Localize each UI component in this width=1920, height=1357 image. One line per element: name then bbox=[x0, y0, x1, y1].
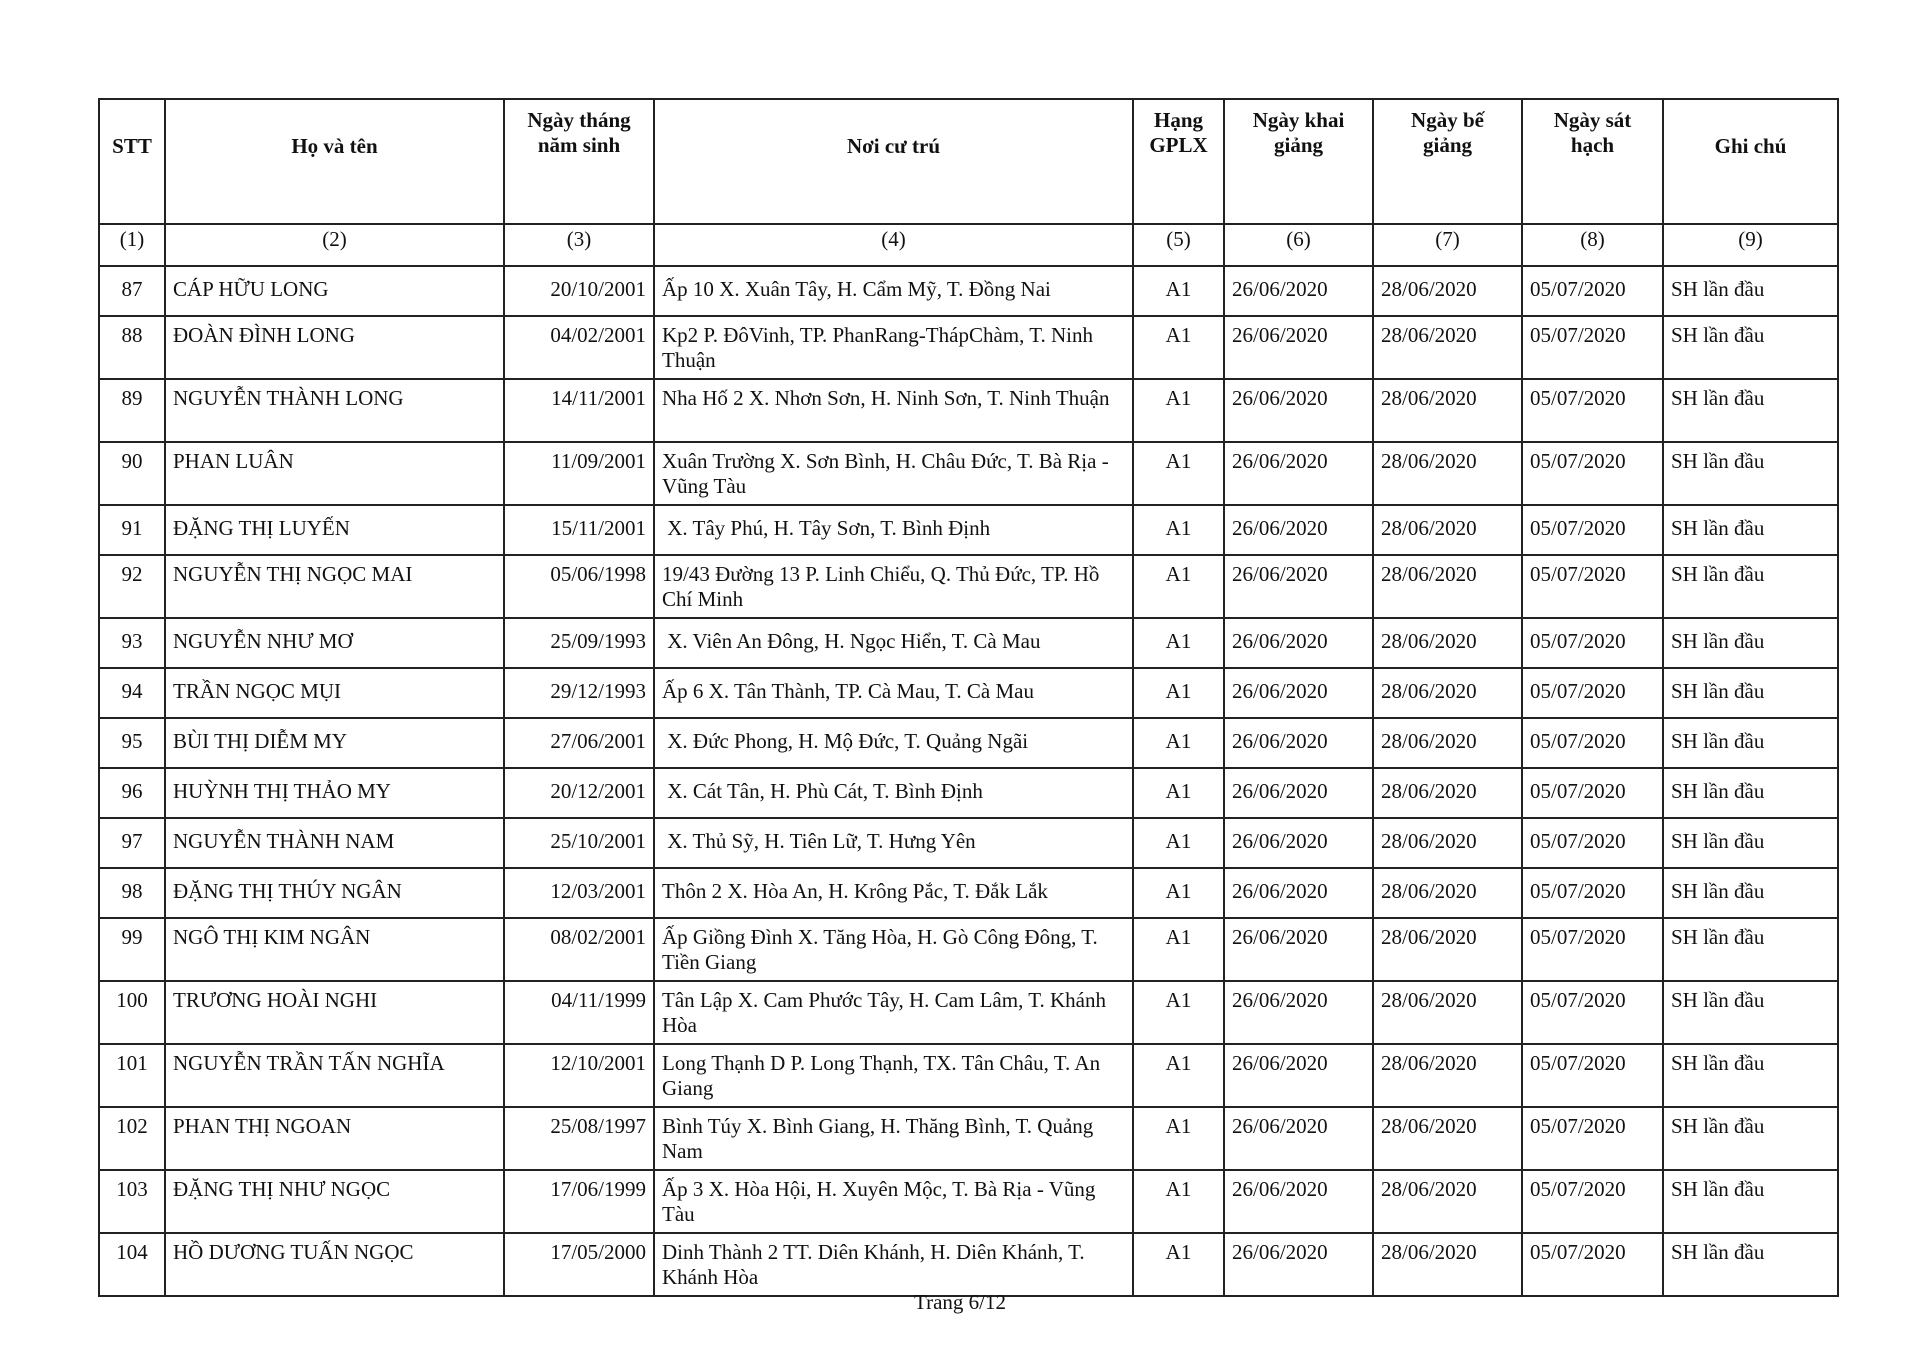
header-address: Nơi cư trú bbox=[654, 99, 1133, 224]
cell-note: SH lần đầu bbox=[1663, 718, 1838, 768]
cell-address: Ấp Giồng Đình X. Tăng Hòa, H. Gò Công Đông, T. Tiền Giang bbox=[654, 918, 1133, 981]
header-exam-date: Ngày sát hạch bbox=[1522, 99, 1663, 224]
cell-license-class: A1 bbox=[1133, 718, 1224, 768]
table-header-row bbox=[99, 99, 1838, 224]
cell-start-date: 26/06/2020 bbox=[1224, 316, 1373, 379]
cell-dob: 04/02/2001 bbox=[504, 316, 654, 379]
cell-name: HUỲNH THỊ THẢO MY bbox=[165, 768, 504, 818]
cell-stt: 96 bbox=[99, 768, 165, 818]
column-number: (6) bbox=[1224, 224, 1373, 266]
cell-stt: 94 bbox=[99, 668, 165, 718]
column-number: (9) bbox=[1663, 224, 1838, 266]
cell-note: SH lần đầu bbox=[1663, 618, 1838, 668]
cell-stt: 98 bbox=[99, 868, 165, 918]
cell-dob: 17/06/1999 bbox=[504, 1170, 654, 1233]
table-row bbox=[99, 918, 1838, 981]
cell-exam-date: 05/07/2020 bbox=[1522, 1044, 1663, 1107]
page-number: Trang 6/12 bbox=[914, 1290, 1006, 1314]
cell-end-date: 28/06/2020 bbox=[1373, 868, 1522, 918]
cell-stt: 97 bbox=[99, 818, 165, 868]
cell-start-date: 26/06/2020 bbox=[1224, 266, 1373, 316]
cell-note: SH lần đầu bbox=[1663, 1044, 1838, 1107]
cell-license-class: A1 bbox=[1133, 1107, 1224, 1170]
cell-address: X. Tây Phú, H. Tây Sơn, T. Bình Định bbox=[654, 505, 1133, 555]
cell-license-class: A1 bbox=[1133, 316, 1224, 379]
cell-dob: 12/10/2001 bbox=[504, 1044, 654, 1107]
cell-exam-date: 05/07/2020 bbox=[1522, 618, 1663, 668]
cell-name: NGUYỄN NHƯ MƠ bbox=[165, 618, 504, 668]
cell-license-class: A1 bbox=[1133, 981, 1224, 1044]
column-number: (2) bbox=[165, 224, 504, 266]
header-end-date: Ngày bế giảng bbox=[1373, 99, 1522, 224]
cell-start-date: 26/06/2020 bbox=[1224, 1233, 1373, 1296]
cell-name: ĐOÀN ĐÌNH LONG bbox=[165, 316, 504, 379]
cell-name: NGÔ THỊ KIM NGÂN bbox=[165, 918, 504, 981]
cell-start-date: 26/06/2020 bbox=[1224, 818, 1373, 868]
cell-note: SH lần đầu bbox=[1663, 668, 1838, 718]
cell-dob: 15/11/2001 bbox=[504, 505, 654, 555]
cell-end-date: 28/06/2020 bbox=[1373, 1107, 1522, 1170]
header-stt: STT bbox=[99, 99, 165, 224]
cell-name: TRẦN NGỌC MỤI bbox=[165, 668, 504, 718]
cell-end-date: 28/06/2020 bbox=[1373, 618, 1522, 668]
cell-end-date: 28/06/2020 bbox=[1373, 266, 1522, 316]
cell-exam-date: 05/07/2020 bbox=[1522, 555, 1663, 618]
cell-note: SH lần đầu bbox=[1663, 818, 1838, 868]
cell-name: TRƯƠNG HOÀI NGHI bbox=[165, 981, 504, 1044]
cell-dob: 20/10/2001 bbox=[504, 266, 654, 316]
cell-address: Long Thạnh D P. Long Thạnh, TX. Tân Châu, T. An Giang bbox=[654, 1044, 1133, 1107]
column-number-row bbox=[99, 224, 1838, 266]
cell-start-date: 26/06/2020 bbox=[1224, 505, 1373, 555]
table-row bbox=[99, 266, 1838, 316]
cell-note: SH lần đầu bbox=[1663, 442, 1838, 505]
cell-exam-date: 05/07/2020 bbox=[1522, 718, 1663, 768]
cell-exam-date: 05/07/2020 bbox=[1522, 379, 1663, 442]
cell-address: Dinh Thành 2 TT. Diên Khánh, H. Diên Khánh, T. Khánh Hòa bbox=[654, 1233, 1133, 1296]
cell-start-date: 26/06/2020 bbox=[1224, 1107, 1373, 1170]
cell-exam-date: 05/07/2020 bbox=[1522, 505, 1663, 555]
cell-exam-date: 05/07/2020 bbox=[1522, 868, 1663, 918]
header-start-date: Ngày khai giảng bbox=[1224, 99, 1373, 224]
cell-address: Bình Túy X. Bình Giang, H. Thăng Bình, T. Quảng Nam bbox=[654, 1107, 1133, 1170]
cell-note: SH lần đầu bbox=[1663, 266, 1838, 316]
table-row bbox=[99, 555, 1838, 618]
cell-license-class: A1 bbox=[1133, 1044, 1224, 1107]
cell-end-date: 28/06/2020 bbox=[1373, 918, 1522, 981]
cell-end-date: 28/06/2020 bbox=[1373, 1044, 1522, 1107]
cell-name: PHAN LUÂN bbox=[165, 442, 504, 505]
cell-exam-date: 05/07/2020 bbox=[1522, 1233, 1663, 1296]
cell-stt: 90 bbox=[99, 442, 165, 505]
cell-note: SH lần đầu bbox=[1663, 768, 1838, 818]
column-number: (4) bbox=[654, 224, 1133, 266]
cell-stt: 93 bbox=[99, 618, 165, 668]
cell-address: X. Viên An Đông, H. Ngọc Hiển, T. Cà Mau bbox=[654, 618, 1133, 668]
cell-note: SH lần đầu bbox=[1663, 505, 1838, 555]
cell-dob: 17/05/2000 bbox=[504, 1233, 654, 1296]
header-note: Ghi chú bbox=[1663, 99, 1838, 224]
cell-name: NGUYỄN THỊ NGỌC MAI bbox=[165, 555, 504, 618]
cell-license-class: A1 bbox=[1133, 868, 1224, 918]
cell-end-date: 28/06/2020 bbox=[1373, 316, 1522, 379]
cell-start-date: 26/06/2020 bbox=[1224, 442, 1373, 505]
cell-license-class: A1 bbox=[1133, 505, 1224, 555]
table-row bbox=[99, 1233, 1838, 1296]
table-row bbox=[99, 442, 1838, 505]
cell-note: SH lần đầu bbox=[1663, 868, 1838, 918]
cell-end-date: 28/06/2020 bbox=[1373, 442, 1522, 505]
cell-dob: 04/11/1999 bbox=[504, 981, 654, 1044]
cell-exam-date: 05/07/2020 bbox=[1522, 442, 1663, 505]
cell-dob: 08/02/2001 bbox=[504, 918, 654, 981]
column-number: (5) bbox=[1133, 224, 1224, 266]
cell-name: NGUYỄN TRẦN TẤN NGHĨA bbox=[165, 1044, 504, 1107]
cell-end-date: 28/06/2020 bbox=[1373, 1233, 1522, 1296]
cell-dob: 25/08/1997 bbox=[504, 1107, 654, 1170]
cell-note: SH lần đầu bbox=[1663, 316, 1838, 379]
cell-start-date: 26/06/2020 bbox=[1224, 718, 1373, 768]
cell-address: Nha Hố 2 X. Nhơn Sơn, H. Ninh Sơn, T. Ninh Thuận bbox=[654, 379, 1133, 442]
table-row bbox=[99, 718, 1838, 768]
cell-end-date: 28/06/2020 bbox=[1373, 818, 1522, 868]
column-number: (7) bbox=[1373, 224, 1522, 266]
cell-address: Tân Lập X. Cam Phước Tây, H. Cam Lâm, T. Khánh Hòa bbox=[654, 981, 1133, 1044]
cell-start-date: 26/06/2020 bbox=[1224, 981, 1373, 1044]
cell-license-class: A1 bbox=[1133, 818, 1224, 868]
table-row bbox=[99, 1170, 1838, 1233]
cell-license-class: A1 bbox=[1133, 379, 1224, 442]
table-row bbox=[99, 1107, 1838, 1170]
cell-address: Ấp 10 X. Xuân Tây, H. Cẩm Mỹ, T. Đồng Nai bbox=[654, 266, 1133, 316]
table-row bbox=[99, 668, 1838, 718]
cell-address: Thôn 2 X. Hòa An, H. Krông Pắc, T. Đắk Lắk bbox=[654, 868, 1133, 918]
cell-name: CÁP HỮU LONG bbox=[165, 266, 504, 316]
table-row bbox=[99, 818, 1838, 868]
cell-address: Ấp 6 X. Tân Thành, TP. Cà Mau, T. Cà Mau bbox=[654, 668, 1133, 718]
table-body bbox=[99, 266, 1838, 1296]
cell-name: ĐẶNG THỊ THÚY NGÂN bbox=[165, 868, 504, 918]
cell-dob: 27/06/2001 bbox=[504, 718, 654, 768]
cell-note: SH lần đầu bbox=[1663, 555, 1838, 618]
cell-address: Kp2 P. ĐôVinh, TP. PhanRang-ThápChàm, T. Ninh Thuận bbox=[654, 316, 1133, 379]
column-number: (8) bbox=[1522, 224, 1663, 266]
table-row bbox=[99, 505, 1838, 555]
header-name: Họ và tên bbox=[165, 99, 504, 224]
cell-dob: 20/12/2001 bbox=[504, 768, 654, 818]
cell-address: X. Đức Phong, H. Mộ Đức, T. Quảng Ngãi bbox=[654, 718, 1133, 768]
cell-exam-date: 05/07/2020 bbox=[1522, 668, 1663, 718]
cell-license-class: A1 bbox=[1133, 768, 1224, 818]
cell-note: SH lần đầu bbox=[1663, 1170, 1838, 1233]
cell-start-date: 26/06/2020 bbox=[1224, 668, 1373, 718]
cell-note: SH lần đầu bbox=[1663, 379, 1838, 442]
cell-stt: 87 bbox=[99, 266, 165, 316]
cell-stt: 104 bbox=[99, 1233, 165, 1296]
cell-note: SH lần đầu bbox=[1663, 1233, 1838, 1296]
cell-start-date: 26/06/2020 bbox=[1224, 868, 1373, 918]
cell-stt: 92 bbox=[99, 555, 165, 618]
cell-stt: 89 bbox=[99, 379, 165, 442]
cell-end-date: 28/06/2020 bbox=[1373, 718, 1522, 768]
header-license-class: Hạng GPLX bbox=[1133, 99, 1224, 224]
cell-name: ĐẶNG THỊ LUYẾN bbox=[165, 505, 504, 555]
cell-start-date: 26/06/2020 bbox=[1224, 768, 1373, 818]
cell-dob: 25/09/1993 bbox=[504, 618, 654, 668]
cell-exam-date: 05/07/2020 bbox=[1522, 918, 1663, 981]
cell-address: Xuân Trường X. Sơn Bình, H. Châu Đức, T. Bà Rịa - Vũng Tàu bbox=[654, 442, 1133, 505]
cell-name: PHAN THỊ NGOAN bbox=[165, 1107, 504, 1170]
cell-name: NGUYỄN THÀNH LONG bbox=[165, 379, 504, 442]
cell-end-date: 28/06/2020 bbox=[1373, 768, 1522, 818]
cell-end-date: 28/06/2020 bbox=[1373, 1170, 1522, 1233]
cell-dob: 14/11/2001 bbox=[504, 379, 654, 442]
cell-exam-date: 05/07/2020 bbox=[1522, 316, 1663, 379]
cell-start-date: 26/06/2020 bbox=[1224, 379, 1373, 442]
table-row bbox=[99, 1044, 1838, 1107]
cell-stt: 88 bbox=[99, 316, 165, 379]
cell-license-class: A1 bbox=[1133, 442, 1224, 505]
cell-stt: 103 bbox=[99, 1170, 165, 1233]
cell-name: NGUYỄN THÀNH NAM bbox=[165, 818, 504, 868]
cell-note: SH lần đầu bbox=[1663, 981, 1838, 1044]
cell-note: SH lần đầu bbox=[1663, 918, 1838, 981]
cell-stt: 95 bbox=[99, 718, 165, 768]
table-row bbox=[99, 618, 1838, 668]
cell-stt: 101 bbox=[99, 1044, 165, 1107]
cell-exam-date: 05/07/2020 bbox=[1522, 266, 1663, 316]
column-number: (3) bbox=[504, 224, 654, 266]
column-number: (1) bbox=[99, 224, 165, 266]
cell-dob: 12/03/2001 bbox=[504, 868, 654, 918]
cell-stt: 91 bbox=[99, 505, 165, 555]
cell-address: X. Cát Tân, H. Phù Cát, T. Bình Định bbox=[654, 768, 1133, 818]
cell-start-date: 26/06/2020 bbox=[1224, 618, 1373, 668]
cell-exam-date: 05/07/2020 bbox=[1522, 981, 1663, 1044]
cell-exam-date: 05/07/2020 bbox=[1522, 818, 1663, 868]
cell-end-date: 28/06/2020 bbox=[1373, 505, 1522, 555]
cell-dob: 11/09/2001 bbox=[504, 442, 654, 505]
table-row bbox=[99, 868, 1838, 918]
cell-name: BÙI THỊ DIỄM MY bbox=[165, 718, 504, 768]
cell-end-date: 28/06/2020 bbox=[1373, 555, 1522, 618]
cell-start-date: 26/06/2020 bbox=[1224, 1044, 1373, 1107]
cell-dob: 29/12/1993 bbox=[504, 668, 654, 718]
cell-stt: 100 bbox=[99, 981, 165, 1044]
cell-license-class: A1 bbox=[1133, 918, 1224, 981]
cell-name: ĐẶNG THỊ NHƯ NGỌC bbox=[165, 1170, 504, 1233]
cell-license-class: A1 bbox=[1133, 618, 1224, 668]
cell-exam-date: 05/07/2020 bbox=[1522, 1107, 1663, 1170]
header-dob: Ngày tháng năm sinh bbox=[504, 99, 654, 224]
table-row bbox=[99, 768, 1838, 818]
cell-license-class: A1 bbox=[1133, 1170, 1224, 1233]
cell-start-date: 26/06/2020 bbox=[1224, 555, 1373, 618]
cell-license-class: A1 bbox=[1133, 266, 1224, 316]
table-row bbox=[99, 316, 1838, 379]
cell-exam-date: 05/07/2020 bbox=[1522, 768, 1663, 818]
cell-dob: 25/10/2001 bbox=[504, 818, 654, 868]
cell-end-date: 28/06/2020 bbox=[1373, 668, 1522, 718]
cell-note: SH lần đầu bbox=[1663, 1107, 1838, 1170]
cell-dob: 05/06/1998 bbox=[504, 555, 654, 618]
cell-name: HỒ DƯƠNG TUẤN NGỌC bbox=[165, 1233, 504, 1296]
cell-stt: 102 bbox=[99, 1107, 165, 1170]
cell-license-class: A1 bbox=[1133, 555, 1224, 618]
cell-end-date: 28/06/2020 bbox=[1373, 981, 1522, 1044]
cell-start-date: 26/06/2020 bbox=[1224, 918, 1373, 981]
cell-address: X. Thủ Sỹ, H. Tiên Lữ, T. Hưng Yên bbox=[654, 818, 1133, 868]
table-row bbox=[99, 379, 1838, 442]
roster-table bbox=[98, 98, 1839, 1297]
cell-stt: 99 bbox=[99, 918, 165, 981]
cell-license-class: A1 bbox=[1133, 668, 1224, 718]
table-row bbox=[99, 981, 1838, 1044]
cell-start-date: 26/06/2020 bbox=[1224, 1170, 1373, 1233]
cell-address: Ấp 3 X. Hòa Hội, H. Xuyên Mộc, T. Bà Rịa - Vũng Tàu bbox=[654, 1170, 1133, 1233]
cell-end-date: 28/06/2020 bbox=[1373, 379, 1522, 442]
cell-address: 19/43 Đường 13 P. Linh Chiểu, Q. Thủ Đức, TP. Hồ Chí Minh bbox=[654, 555, 1133, 618]
cell-license-class: A1 bbox=[1133, 1233, 1224, 1296]
cell-exam-date: 05/07/2020 bbox=[1522, 1170, 1663, 1233]
